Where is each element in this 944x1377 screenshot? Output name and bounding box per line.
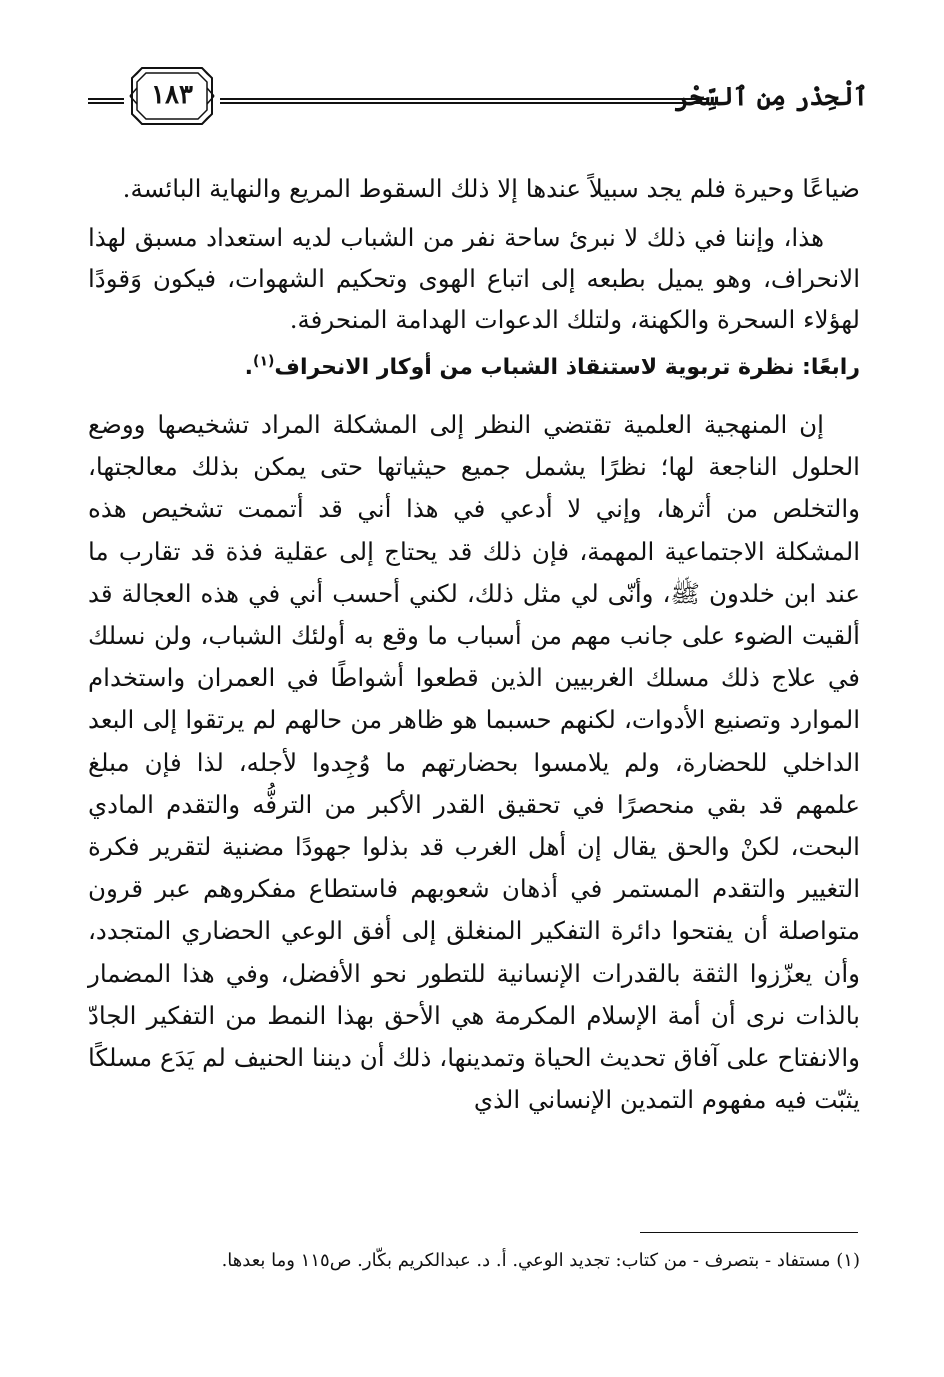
section-heading-text: رابعًا: نظرة تربوية لاستنقاذ الشباب من أوكار الانحراف [274,355,860,380]
footnote-separator [640,1232,858,1233]
header-rule-right [220,98,708,104]
footnote-marker: (١) [253,353,275,370]
header-rule-left [88,98,124,104]
heading-period: . [244,355,254,380]
footnote: (١) مستفاد - بتصرف - من كتاب: تجديد الوعي. أ. د. عبدالكريم بكّار. ص١١٥ وما بعدها. [221,1250,860,1271]
page-number: ١٨٣ [151,80,193,110]
paragraph: هذا، وإننا في ذلك لا نبرئ ساحة نفر من الشباب لديه استعداد مسبق لهذا الانحراف، وهو يميل بطبعه إلى اتباع الهوى وتحكيم الشهوات، فيكون وَقودًا لهؤلاء السحرة والكهنة، ولتلك الدعوات الهدامة المنحرفة. [88,223,860,334]
paragraph: إن المنهجية العلمية تقتضي النظر إلى المشكلة المراد تشخيصها ووضع الحلول الناجعة لها؛ نظرًا يشمل جميع حيثياتها حتى يمكن بذلك معالجتها، والتخلص من أثرها، وإني لا أدعي في هذا أني قد أتممت تشخيص هذه المشكلة الاجتماعية المهمة، فإن ذلك قد يحتاج إلى عقلية فذة قد تقارب ما عند ابن خلدون ﷺ، وأنّى لي مثل ذلك، لكني أحسب أني في هذه العجالة قد ألقيت الضوء على جانب مهم من أسباب ما وقع به أولئك الشباب، ولن نسلك في علاج ذلك مسلك الغربيين الذين قطعوا أشواطًا في العمران واستخدام الموارد وتصنيع الأدوات، لكنهم حسبما هو ظاهر من حالهم لم يرتقوا إلى البعد الداخلي للحضارة، ولم يلامسوا بحضارتهم ما وُجِدوا لأجله، لذا فإن مبلغ علمهم قد بقي منحصرًا في تحقيق القدر الأكبر من الترفُّه والتقدم المادي البحت، لكنْ والحق يقال إن أهل الغرب قد بذلوا جهودًا مضنية لتقرير فكرة التغيير والتقدم المستمر في أذهان شعوبهم فاستطاع مفكروهم عبر قرون متواصلة أن يفتحوا دائرة التفكير المنغلق إلى أفق الوعي الحضاري المتجدد، وأن يعزّزوا الثقة بالقدرات الإنسانية للتطور نحو الأفضل، وفي هذا المضمار بالذات نرى أن أمة الإسلام المكرمة هي الأحق بهذا النمط من التفكير الجادّ والانفتاح على آفاق تحديث الحياة وتمدينها، ذلك أن ديننا الحنيف لم يَدَع مسلكًا يثبّت فيه مفهوم التمدين الإنساني الذي [88,410,861,1115]
paragraph-continuation: ضياعًا وحيرة فلم يجد سبيلاً عندها إلا ذلك السقوط المريع والنهاية البائسة. [122,174,860,203]
running-title: ٱلْحِذْر مِن ٱلسِّحْر [674,82,868,111]
page-header [88,62,868,132]
section-heading [88,346,860,390]
main-text [88,168,860,1121]
page-number-frame [128,64,216,128]
